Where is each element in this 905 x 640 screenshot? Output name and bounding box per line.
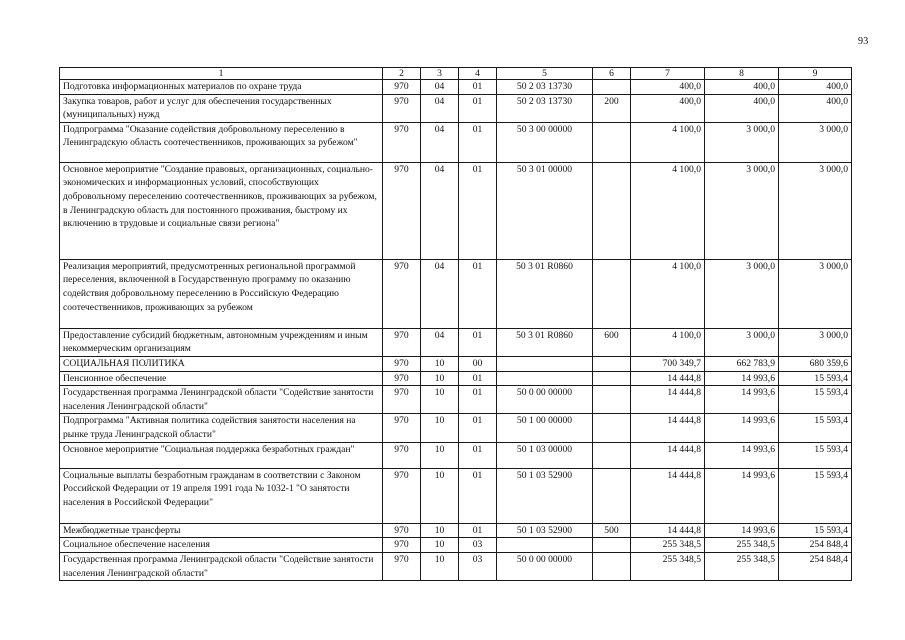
ministry-code-cell: 970 [383, 552, 421, 580]
table-row [60, 386, 852, 414]
table-row [60, 259, 852, 328]
amount-year1-cell: 400,0 [631, 80, 705, 95]
budget-table [59, 67, 852, 581]
row-name-cell: Реализация мероприятий, предусмотренных региональной программой переселения, включенной в Государственную программу по оказанию содействия добровольному переселению в Российскую Федерацию соотечественников, проживающих за рубежом [60, 259, 383, 328]
subsection-code-cell: 01 [459, 259, 497, 328]
amount-year2-cell: 3 000,0 [705, 162, 779, 259]
table-row [60, 538, 852, 553]
subsection-code-cell: 01 [459, 94, 497, 122]
amount-year2-cell: 400,0 [705, 80, 779, 95]
section-code-cell: 10 [421, 538, 459, 553]
row-name-cell: Основное мероприятие "Создание правовых, организационных, социально-экономических и информационных условий, способствующих добровольному переселению соотечественников, проживающих за рубежом, в Ленинградскую область для постоянного проживания, быстрому их включению в трудовые и социальные связи региона" [60, 162, 383, 259]
target-article-cell: 50 1 03 00000 [497, 442, 593, 468]
expense-type-cell [593, 122, 631, 162]
amount-year3-cell: 254 848,4 [779, 538, 852, 553]
target-article-cell: 50 1 03 52900 [497, 523, 593, 538]
row-name-cell: Подпрограмма "Активная политика содействия занятости населения на рынке труда Ленинградской области" [60, 414, 383, 442]
table-row [60, 442, 852, 468]
target-article-cell: 50 3 00 00000 [497, 122, 593, 162]
subsection-code-cell: 01 [459, 122, 497, 162]
subsection-code-cell: 01 [459, 386, 497, 414]
expense-type-cell [593, 442, 631, 468]
subsection-code-cell: 01 [459, 80, 497, 95]
ministry-code-cell: 970 [383, 371, 421, 386]
table-row [60, 357, 852, 372]
section-code-cell: 04 [421, 259, 459, 328]
table-row [60, 523, 852, 538]
section-code-cell: 10 [421, 523, 459, 538]
amount-year1-cell: 14 444,8 [631, 523, 705, 538]
amount-year2-cell: 3 000,0 [705, 328, 779, 356]
target-article-cell [497, 538, 593, 553]
ministry-code-cell: 970 [383, 94, 421, 122]
header-cell: 9 [779, 68, 852, 80]
header-cell: 4 [459, 68, 497, 80]
amount-year1-cell: 255 348,5 [631, 538, 705, 553]
section-code-cell: 10 [421, 414, 459, 442]
amount-year3-cell: 400,0 [779, 94, 852, 122]
row-name-cell: Закупка товаров, работ и услуг для обеспечения государственных (муниципальных) нужд [60, 94, 383, 122]
amount-year2-cell: 14 993,6 [705, 523, 779, 538]
amount-year2-cell: 14 993,6 [705, 371, 779, 386]
target-article-cell [497, 371, 593, 386]
expense-type-cell [593, 538, 631, 553]
row-name-cell: Межбюджетные трансферты [60, 523, 383, 538]
amount-year1-cell: 4 100,0 [631, 162, 705, 259]
subsection-code-cell: 01 [459, 371, 497, 386]
ministry-code-cell: 970 [383, 468, 421, 523]
target-article-cell [497, 357, 593, 372]
target-article-cell: 50 3 01 R0860 [497, 259, 593, 328]
amount-year3-cell: 680 359,6 [779, 357, 852, 372]
row-name-cell: Предоставление субсидий бюджетным, автономным учреждениям и иным некоммерческим организациям [60, 328, 383, 356]
amount-year1-cell: 14 444,8 [631, 468, 705, 523]
amount-year3-cell: 400,0 [779, 80, 852, 95]
subsection-code-cell: 01 [459, 442, 497, 468]
amount-year3-cell: 3 000,0 [779, 328, 852, 356]
amount-year2-cell: 14 993,6 [705, 468, 779, 523]
section-code-cell: 04 [421, 162, 459, 259]
subsection-code-cell: 01 [459, 414, 497, 442]
amount-year3-cell: 15 593,4 [779, 386, 852, 414]
amount-year3-cell: 3 000,0 [779, 122, 852, 162]
table-row [60, 414, 852, 442]
amount-year2-cell: 662 783,9 [705, 357, 779, 372]
row-name-cell: Подпрограмма "Оказание содействия добровольному переселению в Ленинградскую область соотечественников, проживающих за рубежом" [60, 122, 383, 162]
amount-year3-cell: 3 000,0 [779, 162, 852, 259]
section-code-cell: 10 [421, 468, 459, 523]
header-cell: 3 [421, 68, 459, 80]
amount-year2-cell: 3 000,0 [705, 122, 779, 162]
subsection-code-cell: 03 [459, 538, 497, 553]
amount-year1-cell: 14 444,8 [631, 371, 705, 386]
row-name-cell: Социальное обеспечение населения [60, 538, 383, 553]
section-code-cell: 04 [421, 94, 459, 122]
ministry-code-cell: 970 [383, 386, 421, 414]
amount-year1-cell: 4 100,0 [631, 259, 705, 328]
expense-type-cell: 200 [593, 94, 631, 122]
table-row [60, 552, 852, 580]
table-row [60, 162, 852, 259]
ministry-code-cell: 970 [383, 442, 421, 468]
table-row [60, 468, 852, 523]
row-name-cell: СОЦИАЛЬНАЯ ПОЛИТИКА [60, 357, 383, 372]
amount-year2-cell: 14 993,6 [705, 442, 779, 468]
amount-year3-cell: 15 593,4 [779, 523, 852, 538]
amount-year3-cell: 3 000,0 [779, 259, 852, 328]
ministry-code-cell: 970 [383, 538, 421, 553]
header-cell: 1 [60, 68, 383, 80]
target-article-cell: 50 1 00 00000 [497, 414, 593, 442]
ministry-code-cell: 970 [383, 122, 421, 162]
row-name-cell: Пенсионное обеспечение [60, 371, 383, 386]
expense-type-cell [593, 468, 631, 523]
subsection-code-cell: 01 [459, 162, 497, 259]
amount-year1-cell: 14 444,8 [631, 386, 705, 414]
section-code-cell: 04 [421, 328, 459, 356]
expense-type-cell: 600 [593, 328, 631, 356]
header-cell: 2 [383, 68, 421, 80]
amount-year3-cell: 15 593,4 [779, 442, 852, 468]
amount-year2-cell: 400,0 [705, 94, 779, 122]
row-name-cell: Социальные выплаты безработным гражданам в соответствии с Законом Российской Федерации от 19 апреля 1991 года № 1032-1 "О занятости населения в Российской Федерации" [60, 468, 383, 523]
table-row [60, 328, 852, 356]
target-article-cell: 50 2 03 13730 [497, 94, 593, 122]
amount-year1-cell: 14 444,8 [631, 442, 705, 468]
row-name-cell: Подготовка информационных материалов по охране труда [60, 80, 383, 95]
amount-year2-cell: 255 348,5 [705, 538, 779, 553]
subsection-code-cell: 01 [459, 468, 497, 523]
expense-type-cell [593, 259, 631, 328]
header-cell: 8 [705, 68, 779, 80]
target-article-cell: 50 0 00 00000 [497, 386, 593, 414]
section-code-cell: 04 [421, 122, 459, 162]
subsection-code-cell: 01 [459, 523, 497, 538]
section-code-cell: 10 [421, 357, 459, 372]
amount-year2-cell: 14 993,6 [705, 386, 779, 414]
header-cell: 5 [497, 68, 593, 80]
expense-type-cell [593, 162, 631, 259]
amount-year3-cell: 15 593,4 [779, 414, 852, 442]
target-article-cell: 50 1 03 52900 [497, 468, 593, 523]
header-cell: 6 [593, 68, 631, 80]
table-row [60, 94, 852, 122]
ministry-code-cell: 970 [383, 523, 421, 538]
table-row [60, 80, 852, 95]
amount-year2-cell: 14 993,6 [705, 414, 779, 442]
expense-type-cell [593, 386, 631, 414]
amount-year1-cell: 14 444,8 [631, 414, 705, 442]
ministry-code-cell: 970 [383, 414, 421, 442]
table-row [60, 371, 852, 386]
target-article-cell: 50 2 03 13730 [497, 80, 593, 95]
subsection-code-cell: 00 [459, 357, 497, 372]
section-code-cell: 10 [421, 371, 459, 386]
ministry-code-cell: 970 [383, 80, 421, 95]
amount-year3-cell: 15 593,4 [779, 468, 852, 523]
amount-year1-cell: 255 348,5 [631, 552, 705, 580]
expense-type-cell [593, 357, 631, 372]
ministry-code-cell: 970 [383, 259, 421, 328]
row-name-cell: Государственная программа Ленинградской области "Содействие занятости населения Ленинградской области" [60, 386, 383, 414]
header-cell: 7 [631, 68, 705, 80]
amount-year1-cell: 4 100,0 [631, 328, 705, 356]
expense-type-cell [593, 552, 631, 580]
row-name-cell: Государственная программа Ленинградской области "Содействие занятости населения Ленинградской области" [60, 552, 383, 580]
section-code-cell: 10 [421, 386, 459, 414]
target-article-cell: 50 3 01 R0860 [497, 328, 593, 356]
section-code-cell: 10 [421, 442, 459, 468]
ministry-code-cell: 970 [383, 162, 421, 259]
expense-type-cell [593, 80, 631, 95]
amount-year2-cell: 255 348,5 [705, 552, 779, 580]
amount-year1-cell: 4 100,0 [631, 122, 705, 162]
amount-year3-cell: 15 593,4 [779, 371, 852, 386]
ministry-code-cell: 970 [383, 328, 421, 356]
table-row [60, 122, 852, 162]
section-code-cell: 04 [421, 80, 459, 95]
amount-year1-cell: 400,0 [631, 94, 705, 122]
target-article-cell: 50 3 01 00000 [497, 162, 593, 259]
ministry-code-cell: 970 [383, 357, 421, 372]
target-article-cell: 50 0 00 00000 [497, 552, 593, 580]
amount-year1-cell: 700 349,7 [631, 357, 705, 372]
amount-year2-cell: 3 000,0 [705, 259, 779, 328]
expense-type-cell [593, 371, 631, 386]
subsection-code-cell: 01 [459, 328, 497, 356]
section-code-cell: 10 [421, 552, 459, 580]
amount-year3-cell: 254 848,4 [779, 552, 852, 580]
expense-type-cell [593, 414, 631, 442]
table-header-row [60, 68, 852, 80]
row-name-cell: Основное мероприятие "Социальная поддержка безработных граждан" [60, 442, 383, 468]
expense-type-cell: 500 [593, 523, 631, 538]
page-number: 93 [858, 36, 869, 47]
subsection-code-cell: 03 [459, 552, 497, 580]
